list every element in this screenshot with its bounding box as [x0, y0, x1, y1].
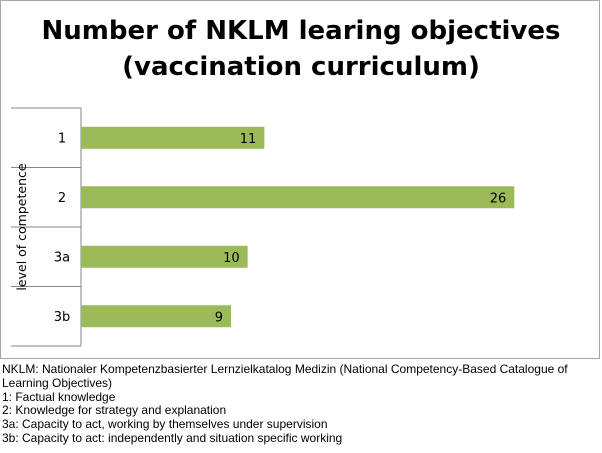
chart-title-line-1: Number of NKLM learing objectives — [41, 16, 561, 46]
bar-chart — [1, 1, 601, 360]
category-label-3b: 3b — [53, 309, 71, 325]
bar-2 — [81, 186, 514, 208]
data-label-2: 26 — [489, 191, 507, 207]
note-level-3a: 3a: Capacity to act, working by themselves under supervision — [2, 417, 328, 432]
data-label-3b: 9 — [214, 310, 223, 326]
note-level-2: 2: Knowledge for strategy and explanation — [2, 403, 227, 418]
bar-1 — [81, 127, 264, 149]
category-label-3a: 3a — [53, 250, 71, 266]
data-label-3a: 10 — [223, 250, 240, 266]
bar-3b — [81, 305, 231, 327]
data-label-1: 11 — [239, 131, 257, 147]
note-level-3b: 3b: Capacity to act: independently and situation specific working — [2, 430, 343, 445]
chart-notes — [2, 363, 600, 446]
note-level-1: 1: Factual knowledge — [2, 389, 116, 404]
note-nklm: NKLM: Nationaler Kompetenzbasierter Lernzielkatalog Medizin (National Competency-Based Catalogue of Learning Objectives) — [2, 362, 568, 390]
chart-title-line-2: (vaccination curriculum) — [122, 52, 480, 82]
category-label-1: 1 — [57, 131, 67, 147]
category-label-2: 2 — [57, 190, 67, 206]
y-axis-title: level of competence — [14, 163, 29, 291]
